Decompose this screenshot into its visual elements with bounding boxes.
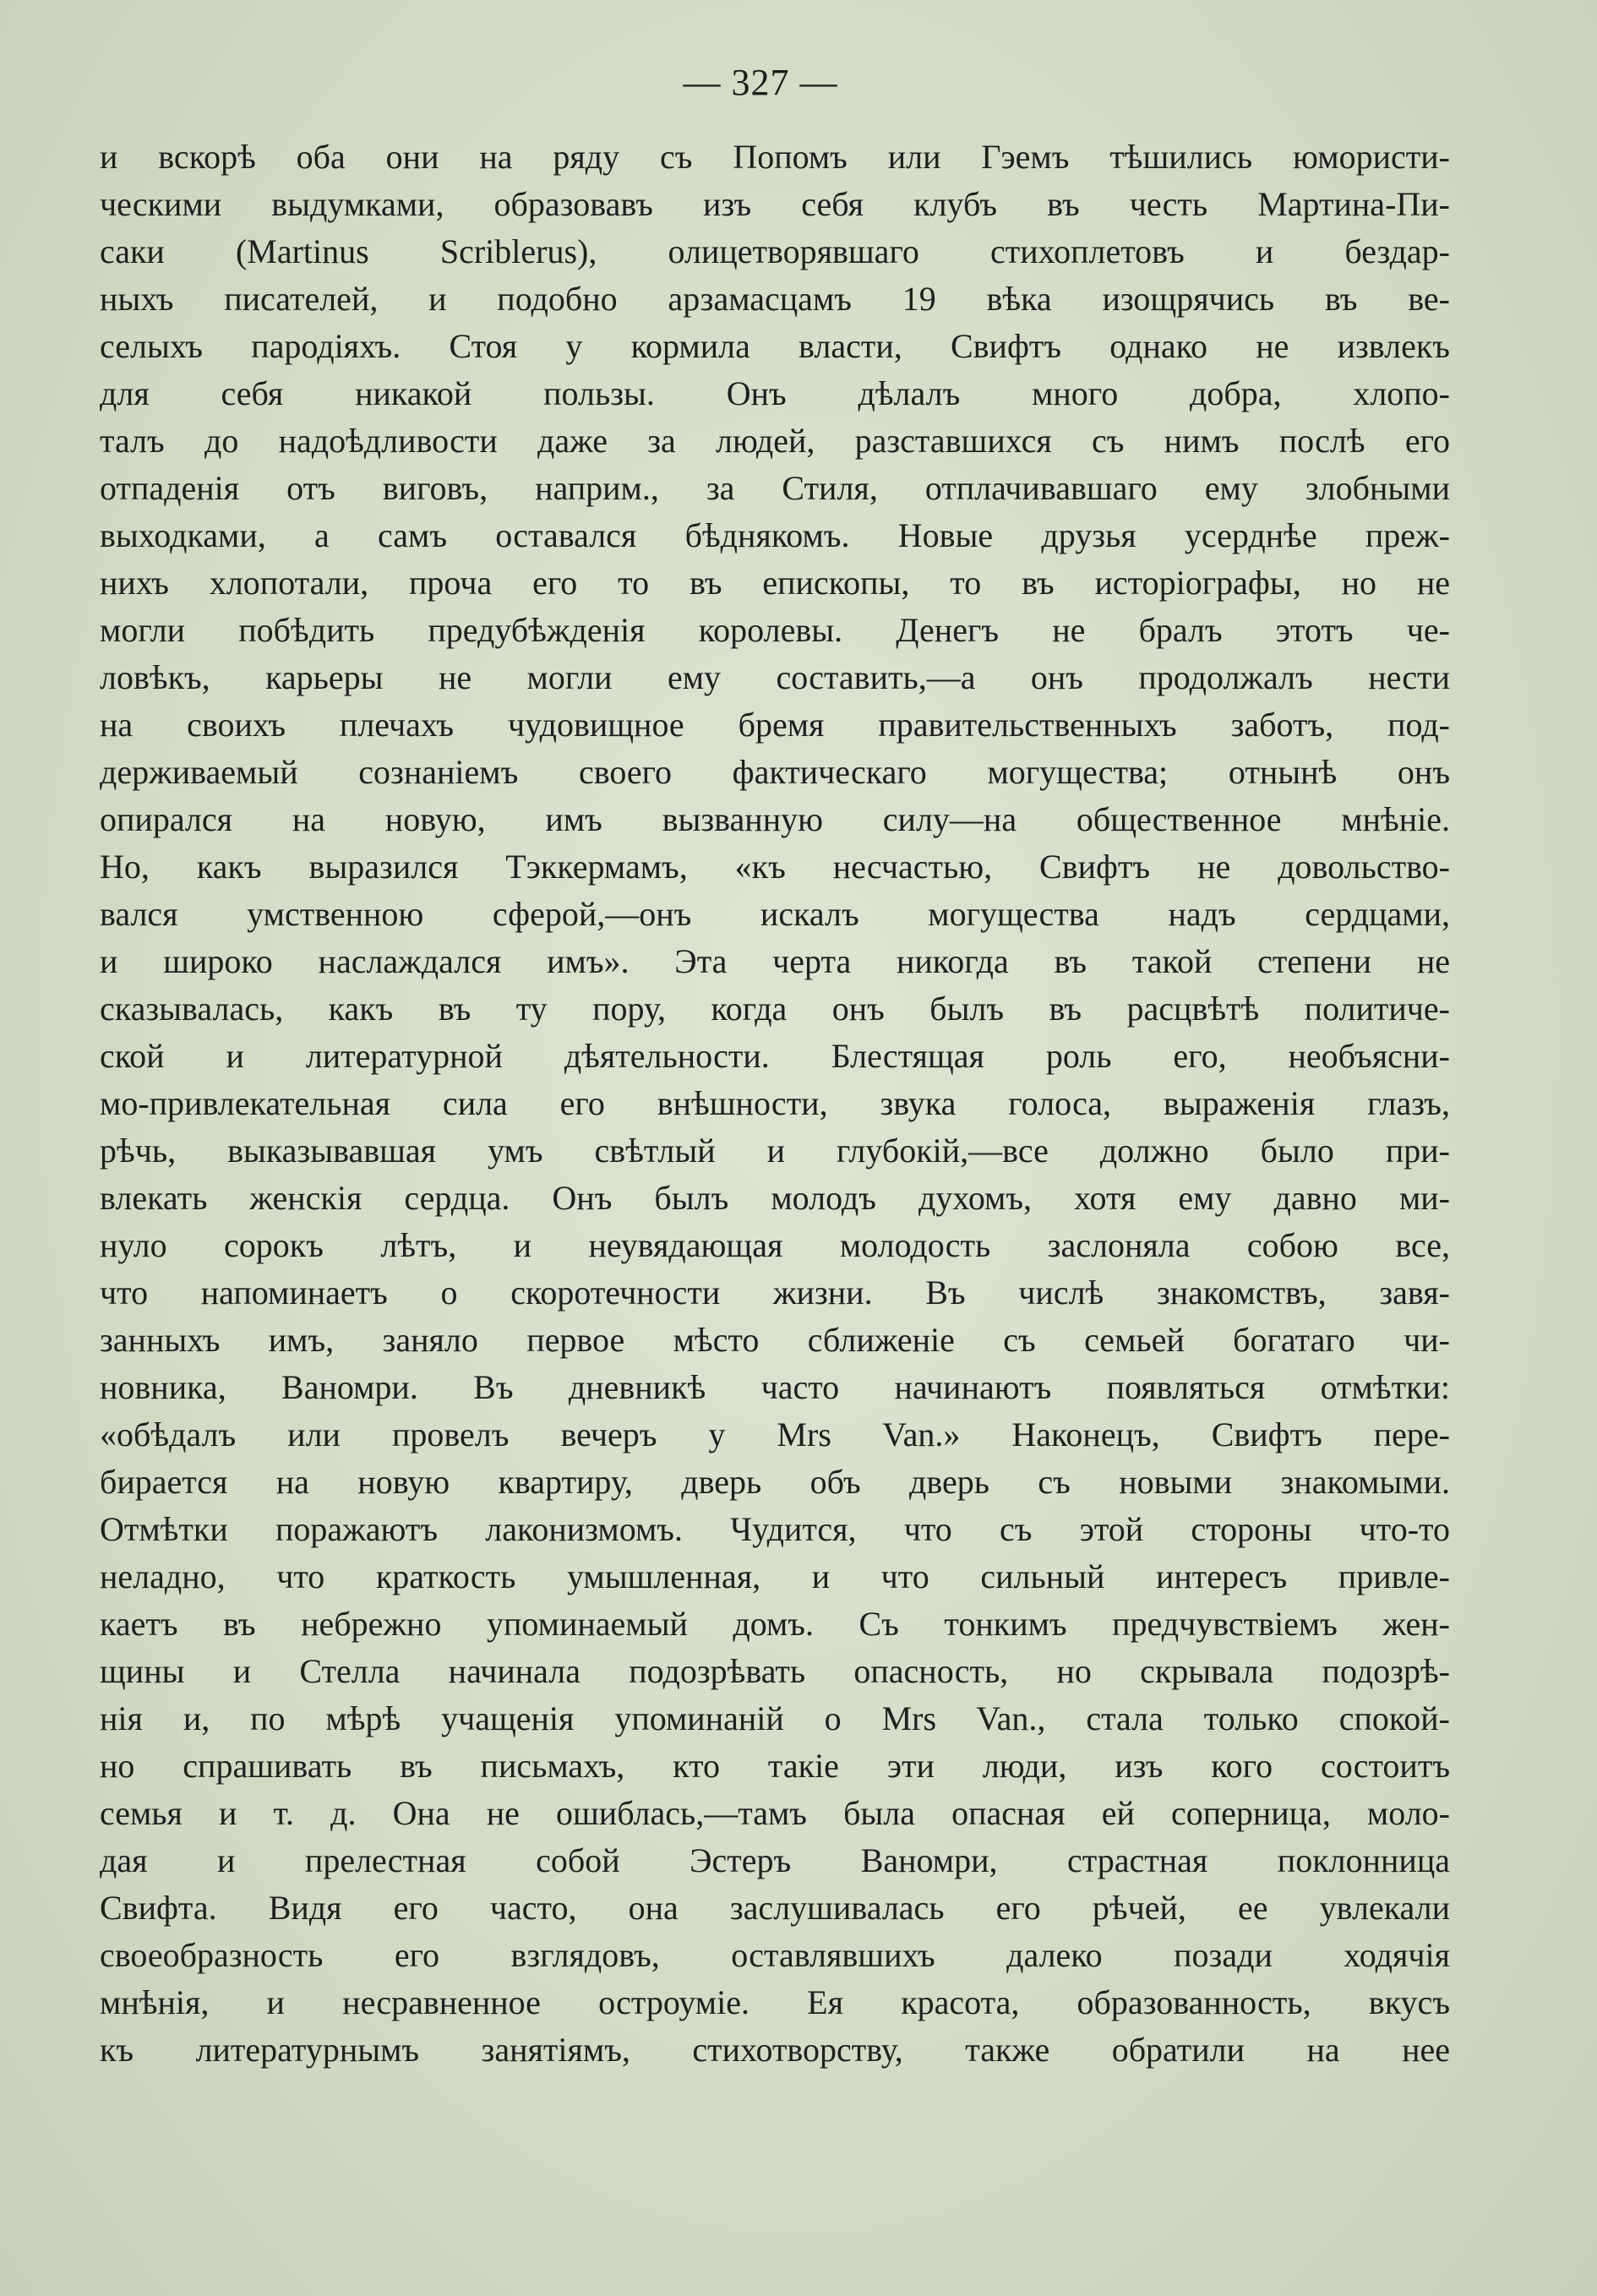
text-line: неладно, что краткость умышленная, и что сильный интересъ привле-: [100, 1557, 1450, 1595]
text-line: мнѣнія, и несравненное остроуміе. Ея красота, образованность, вкусъ: [100, 1983, 1450, 2021]
text-line: саки (Martinus Scriblerus), олицетворявшаго стихоплетовъ и бездар-: [100, 232, 1450, 270]
page-number: — 327 —: [683, 62, 838, 103]
text-line: дая и прелестная собой Эстеръ Ваномри, страстная поклонница: [100, 1841, 1450, 1879]
text-line: щины и Стелла начинала подозрѣвать опасность, но скрывала подозрѣ-: [100, 1652, 1450, 1690]
text-line: и вскорѣ оба они на ряду съ Попомъ или Гэемъ тѣшились юмористи-: [100, 138, 1450, 176]
text-line: и широко наслаждался имъ». Эта черта никогда въ такой степени не: [100, 942, 1450, 980]
text-line: вался умственною сферой,—онъ искалъ могущества надъ сердцами,: [100, 895, 1450, 933]
text-line: занныхъ имъ, заняло первое мѣсто сближеніе съ семьей богатаго чи-: [100, 1321, 1450, 1359]
text-line: ческими выдумками, образовавъ изъ себя клубъ въ честь Мартина-Пи-: [100, 185, 1450, 223]
text-line: каетъ въ небрежно упоминаемый домъ. Съ тонкимъ предчувствіемъ жен-: [100, 1605, 1450, 1643]
text-line: семья и т. д. Она не ошиблась,—тамъ была опасная ей соперница, моло-: [100, 1794, 1450, 1832]
body-text: [100, 134, 1450, 2074]
text-line: селыхъ пародіяхъ. Стоя у кормила власти, Свифтъ однако не извлекъ: [100, 327, 1450, 365]
text-line: для себя никакой пользы. Онъ дѣлалъ много добра, хлопо-: [100, 374, 1450, 412]
text-line: на своихъ плечахъ чудовищное бремя правительственныхъ заботъ, под-: [100, 706, 1450, 744]
text-line: нихъ хлопотали, проча его то въ епископы, то въ исторіографы, но не: [100, 564, 1450, 602]
text-line: новника, Ваномри. Въ дневникѣ часто начинаютъ появляться отмѣтки:: [100, 1368, 1450, 1406]
text-line: могли побѣдить предубѣжденія королевы. Денегъ не бралъ этотъ че-: [100, 611, 1450, 649]
text-line: Свифта. Видя его часто, она заслушивалась его рѣчей, ее увлекали: [100, 1889, 1450, 1927]
text-line: бирается на новую квартиру, дверь объ дверь съ новыми знакомыми.: [100, 1463, 1450, 1501]
text-line: мо-привлекательная сила его внѣшности, звука голоса, выраженія глазъ,: [100, 1084, 1450, 1122]
text-line: что напоминаетъ о скоротечности жизни. Въ числѣ знакомствъ, завя-: [100, 1273, 1450, 1312]
text-line: сказывалась, какъ въ ту пору, когда онъ былъ въ расцвѣтѣ политиче-: [100, 990, 1450, 1028]
text-line: своеобразность его взглядовъ, оставлявшихъ далеко позади ходячія: [100, 1936, 1450, 1974]
text-line: рѣчь, выказывавшая умъ свѣтлый и глубокій,—все должно было при-: [100, 1132, 1450, 1170]
text-line: «обѣдалъ или провелъ вечеръ у Mrs Van.» Наконецъ, Свифтъ пере-: [100, 1415, 1450, 1453]
text-line: держиваемый сознаніемъ своего фактическаго могущества; отнынѣ онъ: [100, 753, 1450, 791]
text-line: къ литературнымъ занятіямъ, стихотворству, также обратили на нее: [100, 2031, 1450, 2069]
text-line: Но, какъ выразился Тэккермамъ, «къ несчастью, Свифтъ не довольство-: [100, 848, 1450, 886]
text-line: нія и, по мѣрѣ учащенія упоминаній о Mrs Van., стала только спокой-: [100, 1699, 1450, 1737]
text-line: отпаденія отъ виговъ, наприм., за Стиля, отплачивавшаго ему злобными: [100, 469, 1450, 507]
text-line: но спрашивать въ письмахъ, кто такіе эти люди, изъ кого состоитъ: [100, 1747, 1450, 1785]
text-line: талъ до надоѣдливости даже за людей, разставшихся съ нимъ послѣ его: [100, 422, 1450, 460]
text-line: влекать женскія сердца. Онъ былъ молодъ духомъ, хотя ему давно ми-: [100, 1179, 1450, 1217]
text-line: нуло сорокъ лѣтъ, и неувядающая молодость заслоняла собою все,: [100, 1226, 1450, 1264]
text-line: выходками, а самъ оставался бѣднякомъ. Новые друзья усерднѣе преж-: [100, 516, 1450, 554]
text-line: опирался на новую, имъ вызванную силу—на общественное мнѣніе.: [100, 800, 1450, 838]
text-line: ской и литературной дѣятельности. Блестящая роль его, необъясни-: [100, 1037, 1450, 1075]
text-line: ловѣкъ, карьеры не могли ему составить,—а онъ продолжалъ нести: [100, 658, 1450, 696]
text-line: ныхъ писателей, и подобно арзамасцамъ 19 вѣка изощрячись въ ве-: [100, 280, 1450, 318]
text-line: Отмѣтки поражаютъ лаконизмомъ. Чудится, что съ этой стороны что-то: [100, 1510, 1450, 1548]
